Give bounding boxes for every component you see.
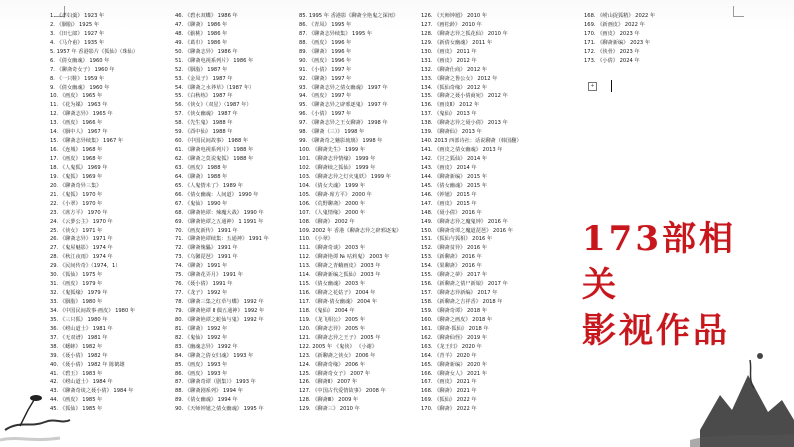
film-list-entry: 90. 《天师钟馗之倩女幽魂》 1995 年 [175, 406, 264, 413]
film-list-entry: 169. 《新画皮》 2022 年 [584, 21, 645, 28]
film-list-entry: 50. 《聊斋志异》 1986 年 [175, 48, 238, 55]
film-list-entry: 105. 《聊斋·席方平》 2000 年 [299, 191, 372, 198]
film-list-entry: 70. 《画皮新传》 1991 年 [175, 227, 238, 234]
film-list-entry: 85. 《画皮》 1993 年 [175, 361, 228, 368]
film-list-entry: 38. 《蟋蟀》 1982 年 [50, 343, 103, 350]
film-list-entry: 102. 《聊斋续之狐仙》 1999 年 [299, 164, 376, 171]
film-list-entry: 16. 《连城》 1968 年 [50, 147, 103, 154]
film-list-entry: 96. 《小倩》 1997 年 [299, 111, 352, 118]
film-list-entry: 85. 1995 年 香港影《聊斋全艳鬼之深闺》 [299, 13, 399, 19]
film-list-entry: 117. 《聊斋·倩女幽魂》 2004 年 [299, 299, 378, 305]
film-list-entry: 46. 《碧水双蝶》 1986 年 [175, 13, 238, 19]
film-list-entry: 139. 《聊斋仙》 2013 年 [421, 129, 482, 136]
film-list-entry: 71. 《聊斋艳谭续集：五通神》 1991 年 [175, 236, 269, 243]
film-list-entry: 55. 《白秋练》 1987 年 [175, 93, 233, 100]
film-list-entry: 78. 《聊斋三集之红草与蝶》 1992 年 [175, 299, 264, 305]
film-list-entry: 113. 《聊斋之青蛾画皮》 2003 年 [299, 263, 381, 270]
film-list-entry: 172. 《侠骨》 2023 年 [584, 48, 640, 55]
film-list-entry: 127. 《中国古代爱情故事》 2008 年 [299, 388, 386, 395]
film-list-entry: 162. 《聊斋仙怪》 2019 年 [421, 334, 488, 341]
film-list-entry: 94. 《画皮》 1997 年 [299, 93, 352, 100]
film-list-entry: 23. 《席方平》 1970 年 [50, 209, 108, 216]
film-list-entry: 49. 《葛巾》 1986 年 [175, 39, 228, 46]
film-list-entry: 1. 《孝妇羹》 1923 年 [50, 13, 105, 19]
film-list-entry: 74. 《聊斋》 1991 年 [175, 263, 228, 270]
film-list-entry: 104. 《倩女夫魂》 1999 年 [299, 182, 366, 189]
film-list-entry: 153. 《新聊斋》 2016 年 [421, 254, 482, 261]
film-list-entry: 83. 《幽魂志异》 1992 年 [175, 343, 238, 350]
film-list-entry: 88. 《聊斋剧系列》 1994 年 [175, 388, 243, 395]
film-list-entry: 63. 《画皮》 1988 年 [175, 164, 228, 171]
film-list-entry: 10. 《画皮》 1965 年 [50, 93, 103, 100]
film-list-entry: 128. 《聊斋Ⅲ》 2009 年 [299, 397, 359, 404]
film-list-entry: 127. 《画松龄》 2010 年 [421, 21, 482, 28]
film-list-entry: 97. 《聊斋志异之王女聊斋》 1998 年 [299, 120, 388, 127]
film-list-entry: 6. 《倩女幽魂》 1960 年 [50, 57, 110, 64]
film-list-entry: 157. 《聊斋志异新编》 2017 年 [421, 290, 498, 297]
film-list-entry: 41. 《碧玉》 1983 年 [50, 370, 103, 377]
film-list-entry: 137. 《鬼仙》 2013 年 [421, 111, 477, 118]
film-list-entry: 118. 《鬼仙》 2004 年 [299, 307, 355, 314]
film-list-entry: 112. 《聊斋艳谭 № 咕莉鬼》 2003 年 [299, 254, 390, 261]
film-list-entry: 165. 《聊斋新编》 2020 年 [421, 361, 488, 368]
film-list-entry: 9. 《倩女幽魂》 1960 年 [50, 84, 110, 91]
film-list-entry: 134. 《狐仙奇缘》 2012 年 [421, 84, 488, 91]
film-list-entry: 143. 《画皮》 2014 年 [421, 164, 477, 171]
text-caret [611, 80, 612, 92]
film-list-entry: 19. 《鬼狐》 1969 年 [50, 173, 103, 180]
film-list-entry: 24. 《云萝公主》 1970 年 [50, 218, 113, 225]
film-list-entry: 56. 《侠女》（双星）（1987 年） [175, 102, 252, 109]
headline-line-2: 影视作品 [582, 311, 730, 351]
film-list-entry: 11. 《花为媒》 1963 年 [50, 102, 108, 109]
film-list-entry: 170. 《画皮》 2023 年 [584, 30, 640, 37]
film-list-entry: 135. 《聊斋之聂小倩商宛》 2012 年 [421, 93, 508, 100]
film-list-entry: 87. 《聊斋奇谭（剧集）》 1993 年 [175, 379, 256, 386]
film-list-entry: 86. 《画皮》 1993 年 [175, 370, 228, 377]
film-list-entry: 93. 《聊斋志异之倩女幽魂》 1997 年 [299, 84, 388, 91]
film-list-entry: 57. 《侠女幽魂》 1987 年 [175, 111, 238, 118]
film-list-entry: 92. 《聊斋》 1997 年 [299, 75, 352, 82]
film-list-entry: 126. 《天师钟馗》 2010 年 [421, 13, 488, 19]
film-list-entry: 60. 《中国民间故事》 1988 年 [175, 138, 249, 145]
film-list-entry: 138. 《聊斋志异之聂小倩》 2013 年 [421, 120, 508, 127]
film-list-entry: 26. 《聊斋志异》 1971 年 [50, 236, 113, 243]
film-list-entry: 90. 《画皮》 1996 年 [299, 57, 352, 64]
film-list-entry: 45. 《狐仙》 1985 年 [50, 406, 103, 413]
film-list-entry: 61. 《聊斋电视系列片》 1988 年 [175, 147, 254, 154]
film-list-entry: 108. 《聊斋》 2002 年 [299, 218, 355, 225]
headline-line-1: 173部相关 [582, 219, 736, 305]
film-list-entry: 8. 《一只鞋》 1959 年 [50, 75, 105, 82]
film-list-entry: 129. 《聊斋三》 2010 年 [299, 406, 360, 413]
film-list-entry: 98. 《聊斋（三）》 1998 年 [299, 129, 365, 136]
film-list-entry: 106. 《荒野聊斋》 2000 年 [299, 200, 366, 207]
film-list-entry: 101. 《聊斋志异情缘》 1999 年 [299, 156, 376, 162]
film-list-entry: 69. 《聊斋艳谭之五通神》 1 1991 年 [175, 218, 264, 225]
film-list-entry: 164. 《青羊》 2020 年 [421, 352, 477, 359]
film-list-entry: 95. 《聊斋志异之辟邪逐鬼》 1997 年 [299, 102, 388, 109]
film-list-entry: 144. 《聊斋新编》 2015 年 [421, 173, 488, 180]
film-list-entry: 107. 《人鬼情缘》 2000 年 [299, 209, 366, 216]
film-list-entry: 149. 《聊斋志异之魔鬼钟》 2016 年 [421, 218, 508, 225]
film-list-entry: 13. 《画皮》 1966 年 [50, 120, 103, 127]
film-list-entry: 22. 《小翠》 1970 年 [50, 200, 103, 207]
film-list-entry: 7. 《聊斋奇女子》 1960 年 [50, 66, 115, 73]
film-list-entry: 42. 《崂山道士》 1984 年 [50, 379, 113, 386]
film-list-entry: 3. 《田七郎》 1927 年 [50, 30, 105, 37]
film-list-entry: 67. 《鬼仙》 1990 年 [175, 200, 228, 207]
film-list-entry: 65. 《人鬼情未了》 1989 年 [175, 182, 243, 189]
film-list-entry: 122. 2005 年 《鬼侠》 《小谢》 [299, 343, 378, 350]
film-list-entry: 39. 《聂小倩》 1982 年 [50, 352, 108, 359]
film-list-entry: 36. 《崂山道士》 1981 年 [50, 325, 113, 332]
film-list-column-1 [50, 12, 170, 414]
film-list-entry: 131. 《画皮》 2012 年 [421, 57, 477, 64]
film-list-entry: 166. 《聊斋女人》 2021 年 [421, 370, 488, 377]
film-list-entry: 48. 《偷桃》 1986 年 [175, 30, 228, 37]
film-list-entry: 30. 《狐仙》 1975 年 [50, 272, 103, 279]
film-list-entry: 121. 《聊斋志异之王子》 2005 年 [299, 334, 381, 341]
film-list-entry: 51. 《聊斋电视系列片》 1986 年 [175, 57, 254, 64]
film-list-entry: 52. 《胭脂》 1987 年 [175, 66, 228, 73]
film-list-entry: 73. 《乌馨琵琶》 1991 年 [175, 254, 238, 261]
film-list-entry: 17. 《画皮》 1968 年 [50, 156, 103, 162]
film-list-entry: 68. 《聊斋艳谭：辣魔大战》 1990 年 [175, 209, 264, 216]
film-list-entry: 146. 《钟馗》 2015 年 [421, 191, 477, 198]
film-list-entry: 64. 《聊斋》 1988 年 [175, 173, 228, 180]
film-list-entry: 53. 《金凤子》 1987 年 [175, 75, 233, 82]
film-list-entry: 158. 《新聊斋之吉祥香》 2018 年 [421, 299, 503, 305]
film-list-entry: 86. 《青凤》 1995 年 [299, 21, 352, 28]
film-list-entry: 59. 《酉中仙》 1988 年 [175, 129, 233, 136]
film-list-entry: 4. 《马介甫》 1935 年 [50, 39, 105, 46]
film-list-entry: 130. 《画皮》 2011 年 [421, 48, 477, 55]
film-list-entry: 82. 《鬼仙》 1992 年 [175, 334, 228, 341]
film-list-entry: 125. 《聊斋奇女子》 2007 年 [299, 370, 371, 377]
film-list-entry: 116. 《聊斋之花姑子》 2004 年 [299, 290, 376, 297]
film-list-entry: 12. 《聊斋志异》 1965 年 [50, 111, 113, 118]
film-list-entry: 47. 《聊斋》 1986 年 [175, 21, 228, 28]
film-list-entry: 128. 《聊斋志异之狐花仙》 2010 年 [421, 30, 508, 37]
film-list-entry: 155. 《聊斋之夢》 2017 年 [421, 272, 488, 279]
film-list-entry: 151. 《狐仙与狐相》 2016 年 [421, 236, 493, 243]
film-list-entry: 66. 《倩女幽魂：人间道》 1990 年 [175, 191, 259, 198]
film-list-entry: 2. 《胭脂》 1925 年 [50, 21, 100, 28]
film-list-entry: 171. 《聊斋新编》 2023 年 [584, 39, 651, 46]
film-list-entry: 173. 《小倩》 2024 年 [584, 57, 640, 64]
film-list-entry: 31. 《画皮》 1979 年 [50, 281, 103, 288]
film-list-entry: 100. 《聊斋先生》 1999 年 [299, 147, 366, 154]
film-list-entry: 15. 《聊斋志异续集》 1967 年 [50, 138, 124, 145]
film-list-entry: 99. 《聊斋奇之魅影琉璃》 1998 年 [299, 138, 383, 145]
film-list-entry: 142. 《宫之狐仙》 2014 年 [421, 156, 488, 162]
film-list-entry: 54. 《聊斋之水莽草》（1987 年） [175, 84, 255, 91]
film-list-entry: 132. 《聊斋仕商》 2012 年 [421, 66, 488, 73]
film-list-entry: 115. 《倩女幽魂》 2003 年 [299, 281, 366, 288]
film-list-entry: 32. 《鬼狐缘》 1979 年 [50, 290, 108, 297]
film-list-entry: 76. 《聂小倩》 1991 年 [175, 281, 233, 288]
film-list-entry: 163. 《龙王归》 2020 年 [421, 343, 482, 350]
film-list-entry: 87. 《聊斋志异续集》 1995 年 [299, 30, 373, 37]
film-list-entry: 168. 《聊斋》 2021 年 [421, 388, 477, 395]
film-list-entry: 110. 《小翠》 [299, 236, 333, 243]
film-list-entry: 18. 《人鬼狐》 1969 年 [50, 164, 108, 171]
film-list-entry: 89. 《聊斋》 1996 年 [299, 48, 352, 55]
ink-landscape-illustration [690, 340, 794, 447]
film-list-column-3 [299, 12, 421, 414]
film-list-entry: 161. 《聊斋·狐仙》 2018 年 [421, 325, 489, 332]
film-list-entry: 28. 《秋江夜雨》 1974 年 [50, 254, 113, 261]
film-list-entry: 154. 《果聊斋》 2016 年 [421, 263, 482, 270]
film-list-entry: 75. 《聊斋花弄月》 1991 年 [175, 272, 243, 279]
headline [582, 216, 762, 354]
film-list-entry: 129. 《新倩女幽魂》 2011 年 [421, 39, 493, 46]
film-list-entry: 141. 《画皮之倩女幽魂》 2013 年 [421, 147, 503, 154]
film-list-entry: 43. 《聊斋奇谈之聂小倩》 1984 年 [50, 388, 134, 395]
film-list-entry: 156. 《新聊斋之倩尸新娘》 2017 年 [421, 281, 508, 288]
film-list-entry: 29. 《民间传奇》（1974，1） [50, 263, 121, 270]
film-list-entry: 72. 《聊斋傀儡》 1991 年 [175, 245, 238, 252]
film-list-entry: 77. 《龙子》 1992 年 [175, 290, 228, 297]
film-list-column-4 [421, 12, 555, 414]
film-list-entry: 20. 《聊斋奇异三集》 [50, 182, 102, 189]
film-list-entry: 120. 《聊斋志异》 2005 年 [299, 325, 366, 332]
film-list-entry: 111. 《聊斋奇谈》 2003 年 [299, 245, 366, 252]
film-list-entry: 5. 1957 年 香港影片《狐仙》（珠仙） [50, 48, 138, 55]
film-list-entry: 27. 《鬼屋魅影》 1974 年 [50, 245, 113, 252]
film-list-entry: 152. 《聊斋贫异》 2016 年 [421, 245, 488, 252]
film-list-entry: 133. 《聊斋之鲁公女》 2012 年 [421, 75, 498, 82]
film-list-entry: 103. 《聊斋志异之灯火鬼妖》 1999 年 [299, 173, 391, 180]
margin-mark-right [733, 6, 744, 17]
film-list-entry: 114. 《聊斋新编之狐仙》 2003 年 [299, 272, 381, 279]
film-list-entry: 126. 《聊斋Ⅱ》 2007 年 [299, 379, 358, 386]
film-list-entry: 33. 《胭脂》 1980 年 [50, 299, 103, 305]
film-list-entry: 81. 《聊斋》 1992 年 [175, 325, 228, 332]
film-list-entry: 169. 《狐仙》 2022 年 [421, 397, 477, 404]
film-list-entry: 170. 《聊斋》 2022 年 [421, 406, 477, 413]
film-list-entry: 91. 《小倩》 1997 年 [299, 66, 352, 73]
film-list-column-5 [584, 12, 716, 66]
film-list-entry: 34. 《中国民间故事·画皮》 1980 年 [50, 307, 136, 314]
film-list-entry: 35. 《三只狐》 1980 年 [50, 316, 108, 323]
film-list-entry: 148. 《聂小倩》 2016 年 [421, 209, 482, 216]
film-list-entry: 21. 《鬼狐》 1970 年 [50, 191, 103, 198]
film-list-entry: 119. 《龙飞相公》 2005 年 [299, 316, 366, 323]
film-list-entry: 44. 《画皮》 1985 年 [50, 397, 103, 404]
film-list-entry: 89. 《倩女幽魂》 1994 年 [175, 397, 238, 404]
film-list-entry: 136. 《画皮Ⅱ》 2012 年 [421, 102, 480, 109]
film-list-entry: 159. 《聊斋奇谭》 2018 年 [421, 307, 488, 314]
film-list-entry: 140. 2013 西部诗社：话说聊斋（韩国翻） [421, 138, 522, 145]
film-list-entry: 84. 《聊斋之倩女归魂》 1993 年 [175, 352, 254, 359]
film-list-entry: 124. 《聊斋奇缘》 2006 年 [299, 361, 366, 368]
film-list-entry: 37. 《无双谱》 1981 年 [50, 334, 108, 341]
move-handle[interactable]: + [588, 82, 597, 91]
ink-crane-illustration [0, 370, 80, 447]
film-list-entry: 14. 《胭中人》 1967 年 [50, 129, 108, 136]
film-list-entry: 160. 《聊斋之画皮》 2018 年 [421, 316, 493, 323]
film-list-entry: 40. 《聂小倩》 1982 年 陈鹤雄 [50, 361, 125, 368]
film-list-entry: 150. 《聊斋奇谭之魔道琵琶》 2016 年 [421, 227, 513, 234]
film-list-entry: 79. 《聊斋艳谭 Ⅱ 偶五通神》 1992 年 [175, 307, 265, 314]
film-list-entry: 88. 《画皮》 1996 年 [299, 39, 352, 46]
film-list-entry: 58. 《先生鬼》 1988 年 [175, 120, 233, 127]
film-list-column-2 [175, 12, 295, 414]
film-list-entry: 80. 《聊斋艳谭之蛇仙与鬼》 1992 年 [175, 316, 264, 323]
film-list-entry: 109. 2002 年 香港《聊斋志异之辟邪逐鬼》 [299, 227, 402, 234]
film-list-entry: 62. 《聊斋之莫说鬼狐》 1988 年 [175, 156, 254, 162]
film-list-entry: 25. 《侠女》 1971 年 [50, 227, 103, 234]
film-list-entry: 168. 《崂山捉狐精》 2022 年 [584, 13, 656, 19]
film-list-entry: 123. 《新聊斋之侠女》 2006 年 [299, 352, 376, 359]
film-list-entry: 145. 《倩女幽魂》 2015 年 [421, 182, 488, 189]
film-list-entry: 147. 《画皮》 2015 年 [421, 200, 477, 207]
film-list-entry: 167. 《画皮》 2021 年 [421, 379, 477, 386]
